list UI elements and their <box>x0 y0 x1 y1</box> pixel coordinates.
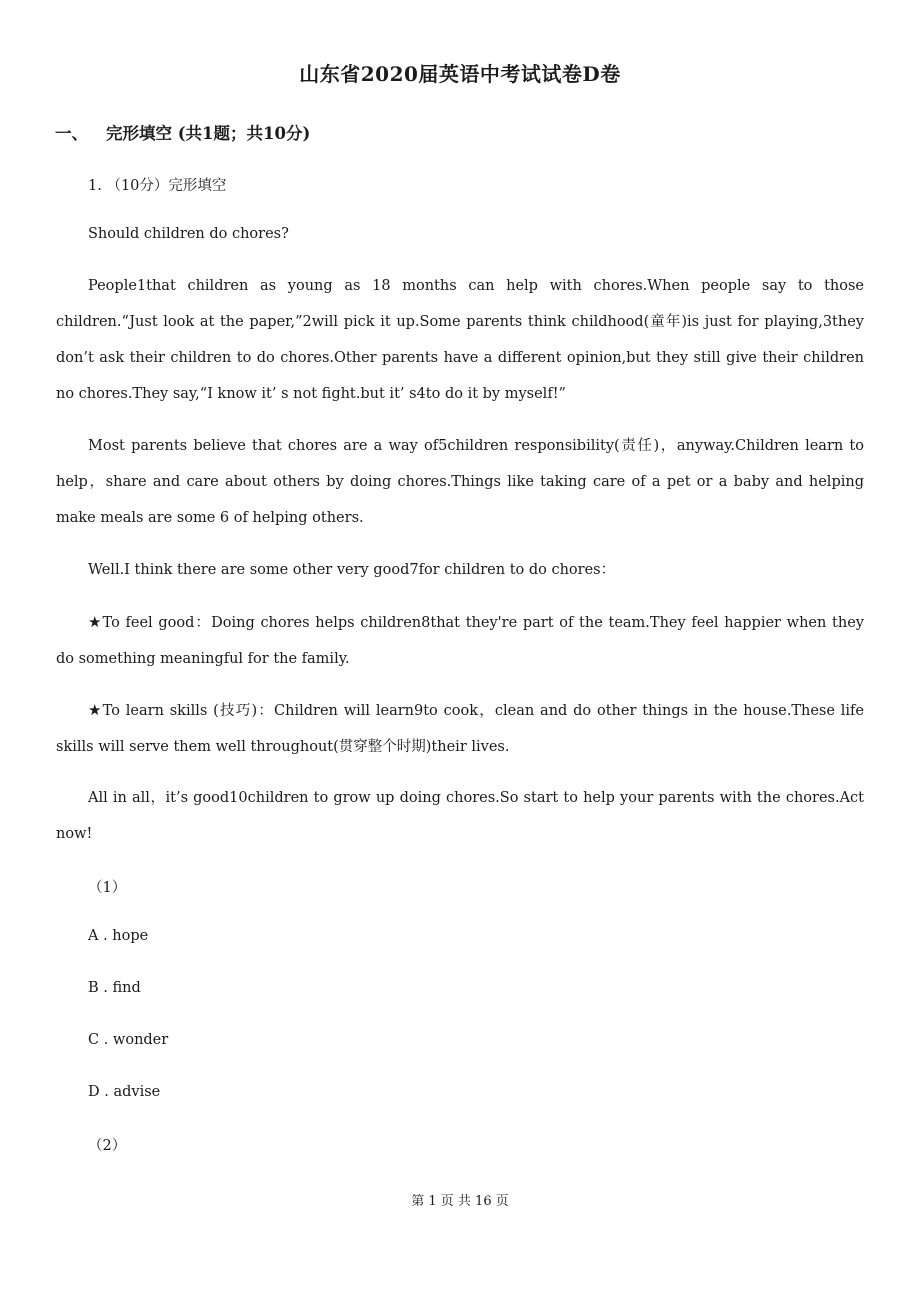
section-heading <box>55 120 310 144</box>
page-title: 山东省2020届英语中考试试卷D卷 <box>299 62 621 86</box>
question-header: 1. （10分）完形填空 <box>88 178 227 194</box>
paragraph-5-text: To learn skills (技巧)：Children will learn9to cook，clean and do other things in the house.These life skills will serve them well throughout(贯穿整个时期)their lives. <box>56 703 864 755</box>
passage-paragraph-2: Most parents believe that chores are a way of5children responsibility(责任)，anyway.Children learn to help，share and care about others by doing chores.Things like taking care of a pet or a baby and helping make meals are some 6 of helping others. <box>56 438 864 526</box>
page-footer: 第 1 页 共 16 页 <box>411 1194 509 1209</box>
sub-question-2-label: （2） <box>88 1138 127 1154</box>
sub-question-1-label: （1） <box>88 880 127 896</box>
passage-paragraph-4 <box>56 604 864 677</box>
option-d: D . advise <box>88 1084 161 1100</box>
paragraph-4-text: To feel good：Doing chores helps children8that they're part of the team.They feel happier when they do something meaningful for the family. <box>56 615 864 667</box>
passage-paragraph-3: Well.I think there are some other very good7for children to do chores： <box>88 562 616 578</box>
star-icon: ★ <box>88 613 103 631</box>
passage-paragraph-5 <box>56 692 864 765</box>
option-b: B . find <box>88 980 141 996</box>
star-icon: ★ <box>88 701 103 719</box>
section-number: 一、 <box>55 124 88 143</box>
option-a: A . hope <box>88 928 149 944</box>
passage-paragraph-1: People1that children as young as 18 months can help with chores.When people say to those children.“Just look at the paper,”2will pick it up.Some parents think childhood(童年)is just for playing,3they don’t ask their children to do chores.Other parents have a different opinion,but they still give their children no chores.They say,“I know it’ s not fight.but it’ s4to do it by myself!” <box>56 278 864 402</box>
passage-title: Should children do chores? <box>88 226 289 242</box>
option-c: C . wonder <box>88 1032 169 1048</box>
section-title: 完形填空 (共1题；共10分) <box>106 124 311 143</box>
passage-paragraph-6: All in all，it’s good10children to grow up doing chores.So start to help your parents with the chores.Act now! <box>56 790 864 842</box>
